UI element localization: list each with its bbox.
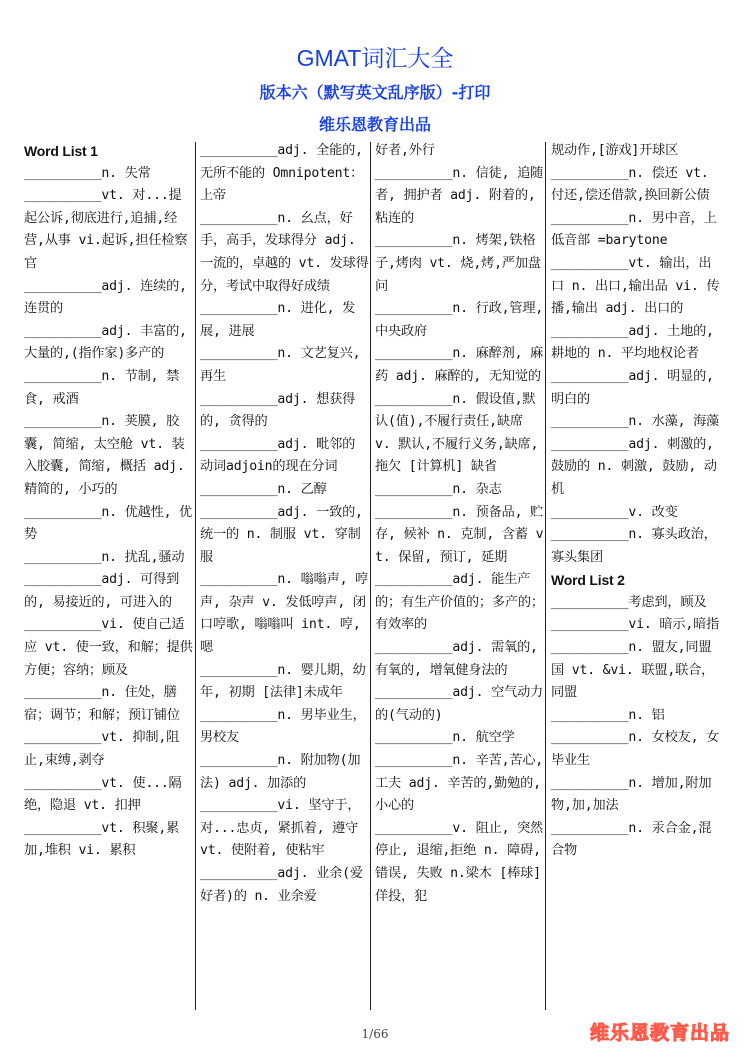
column-divider xyxy=(195,142,196,1010)
vocab-entry: __________n. 信徒, 追随者, 拥护者 adj. 附着的, 粘连的 xyxy=(375,165,544,226)
vocab-entry: __________n. 辛苦,苦心,工夫 adj. 辛苦的,勤勉的,小心的 xyxy=(375,753,544,814)
column-divider xyxy=(370,142,371,1010)
vocab-entry: __________n. 住处，膳宿；调节；和解；预订铺位 xyxy=(24,685,180,723)
vocab-entry: __________adj. 可得到的, 易接近的, 可进入的 xyxy=(24,572,180,610)
vocab-entry: __________n. 荚膜, 胶囊, 简缩, 太空舱 vt. 装入胶囊, 简缩, 概括 adj. 精简的, 小巧的 xyxy=(24,414,185,497)
vocab-entry: __________n. 航空学 xyxy=(375,730,515,746)
document-subtitle: 版本六（默写英文乱序版）-打印 xyxy=(259,83,491,102)
vocab-entry: __________vi. 坚守于，对...忠贞, 紧抓着, 遵守 vt. 使附着, 使粘牢 xyxy=(200,798,361,859)
vocab-entry: __________adj. 全能的, 无所不能的 Omnipotent：上帝 xyxy=(200,143,364,204)
document-title: GMAT词汇大全 xyxy=(296,45,454,71)
vocab-entry: __________n. 麻醉剂, 麻药 adj. 麻醉的, 无知觉的 xyxy=(375,346,544,384)
vocab-entry: __________n. 优越性, 优势 xyxy=(24,504,193,543)
vocab-entry: __________n. 盟友,同盟国 vt. &vi. 联盟,联合，同盟 xyxy=(551,640,715,701)
vocab-entry: __________adj. 业余(爱好者)的 n. 业余爱 xyxy=(200,866,363,904)
publisher-watermark: 维乐恩教育出品 xyxy=(589,1022,730,1044)
word-list-heading: Word List 1 xyxy=(24,143,98,159)
vocab-entry: __________adj. 能生产的；有生产价值的；多产的；有效率的 xyxy=(375,572,544,633)
vocab-entry: __________n. 乙醇 xyxy=(200,481,327,497)
vocab-entry: __________n. 假设值,默认(值),不履行责任,缺席 v. 默认,不履行义务,缺席,拖欠 [计算机] 缺省 xyxy=(375,391,539,475)
vocab-entry: __________n. 失常 xyxy=(24,165,151,181)
vocab-entry: __________n. 幺点，好手，高手，发球得分 adj. 一流的，卓越的 vt. 发球得分，考试中取得好成绩 xyxy=(200,210,369,294)
word-column-3 xyxy=(375,140,545,1012)
vocab-entry: __________n. 预备品, 贮存, 候补 n. 克制, 含蓄 vt. 保留, 预订, 延期 xyxy=(375,504,544,565)
vocab-entry: __________v. 阻止, 突然停止, 退缩,拒绝 n. 障碍, 错误, 失败 n.梁木 [棒球]佯投，犯 xyxy=(375,820,544,904)
vocab-entry: __________n. 行政,管理,中央政府 xyxy=(375,301,544,339)
vocab-entry: __________adj. 需氧的, 有氧的, 增氧健身法的 xyxy=(375,640,538,678)
word-list-heading: Word List 2 xyxy=(551,572,625,589)
vocab-entry: __________考虑到，顾及 xyxy=(551,594,707,610)
vocab-entry: __________n. 杂志 xyxy=(375,481,502,497)
vocab-entry: __________vt. 抑制,阻止,束缚,剥夺 xyxy=(24,730,180,769)
vocab-entry: __________n. 女校友, 女毕业生 xyxy=(551,730,720,769)
vocab-entry: __________n. 增加,附加物,加,加法 xyxy=(551,775,712,814)
document-header xyxy=(0,42,750,140)
vocab-entry: __________n. 婴儿期，幼年, 初期 [法律]未成年 xyxy=(200,662,366,701)
vocab-entry: __________vt. 对...提起公诉,彻底进行,追捕,经营,从事 vi.起诉,担任检察官 xyxy=(24,188,188,271)
vocab-entry: __________vt. 积聚,累加,堆积 vi. 累积 xyxy=(24,820,180,859)
vocab-entry: __________n. 男毕业生，男校友 xyxy=(200,707,366,746)
vocab-entry: __________vi. 使自己适应 vt. 使一致，和解；提供方便；容纳；顾及 xyxy=(24,617,193,678)
vocab-entry: __________adj. 连续的,连贯的 xyxy=(24,278,187,317)
vocab-entry: __________n. 水藻, 海藻 xyxy=(551,414,720,430)
vocab-entry: __________n. 男中音，上低音部 =barytone xyxy=(551,210,717,249)
vocab-entry: __________n. 汞合金,混合物 xyxy=(551,820,712,859)
vocab-entry: 规动作,[游戏]开球区 xyxy=(551,143,679,158)
word-column-1 xyxy=(24,140,194,1012)
word-column-2 xyxy=(200,140,370,1012)
vocab-entry: __________adj. 丰富的, 大量的,(指作家)多产的 xyxy=(24,323,187,362)
vocab-entry: __________adj. 明显的, 明白的 xyxy=(551,368,714,407)
vocab-entry: __________adj. 土地的, 耕地的 n. 平均地权论者 xyxy=(551,323,714,362)
column-divider xyxy=(545,142,546,1010)
vocab-entry: __________n. 偿还 vt. 付还,偿还借款,换回新公债 xyxy=(551,165,710,204)
page-number: 1/66 xyxy=(361,1027,389,1041)
vocab-entry: __________adj. 空气动力的(气动的) xyxy=(375,685,544,723)
vocab-entry: __________vi. 暗示,暗指 xyxy=(551,617,720,633)
word-column-4 xyxy=(551,140,721,1012)
vocab-entry: __________vt. 输出，出口 n. 出口,输出品 vi. 传播,输出 adj. 出口的 xyxy=(551,255,720,317)
vocab-entry: __________vt. 使...隔绝，隐退 vt. 扣押 xyxy=(24,775,182,814)
document-publisher: 维乐恩教育出品 xyxy=(318,115,431,134)
vocab-entry: __________adj. 毗邻的 动词adjoin的现在分词 xyxy=(200,436,356,475)
vocab-entry: __________n. 文艺复兴,再生 xyxy=(200,346,361,384)
vocab-entry: __________n. 寡头政治，寡头集团 xyxy=(551,527,717,565)
vocab-entry: __________n. 扰乱,骚动 xyxy=(24,549,185,565)
vocab-entry: __________n. 嗡嗡声, 哼声, 杂声 v. 发低哼声, 闭口哼歌, 嗡嗡叫 int. 哼, 嗯 xyxy=(200,572,369,656)
vocab-entry: __________n. 附加物(加法) adj. 加添的 xyxy=(200,753,361,791)
vocab-entry: __________adj. 想获得的, 贪得的 xyxy=(200,391,356,430)
vocab-entry: __________n. 进化, 发展, 进展 xyxy=(200,301,356,339)
word-columns xyxy=(22,140,728,1012)
vocab-entry: 好者,外行 xyxy=(375,143,435,158)
vocab-entry: __________n. 节制, 禁食, 戒酒 xyxy=(24,368,180,407)
vocab-entry: __________adj. 一致的,统一的 n. 制服 vt. 穿制服 xyxy=(200,504,363,565)
vocab-entry: __________adj. 刺激的, 鼓励的 n. 刺激, 鼓励, 动机 xyxy=(551,436,717,497)
vocab-entry: __________v. 改变 xyxy=(551,504,678,520)
vocab-entry: __________n. 铝 xyxy=(551,707,665,723)
vocab-entry: __________n. 烤架,铁格子,烤肉 vt. 烧,烤,严加盘问 xyxy=(375,233,541,294)
